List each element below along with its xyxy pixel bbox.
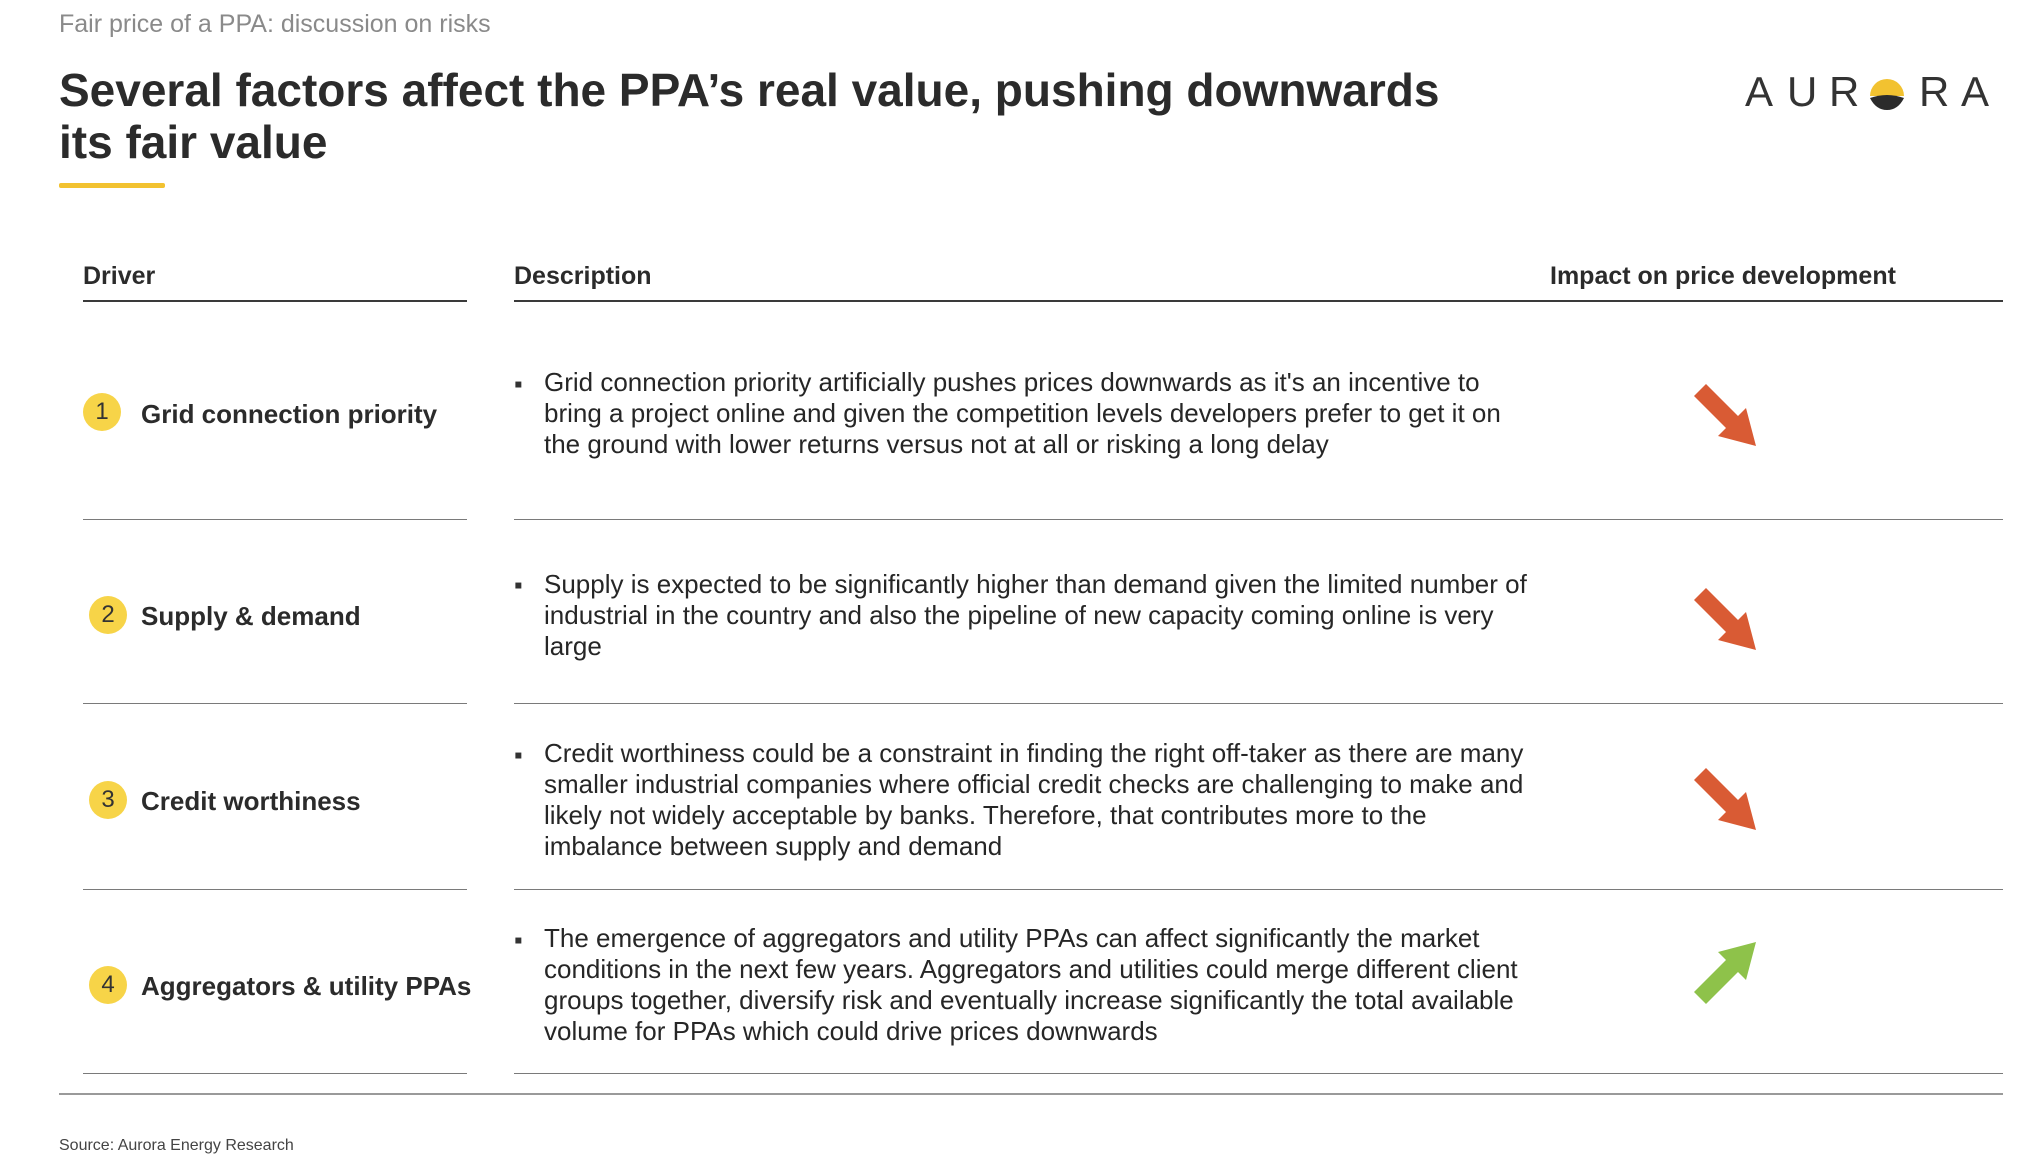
header-rule-driver (83, 300, 467, 302)
bullet-icon: ▪ (514, 927, 523, 954)
arrow-down-right-icon (1690, 764, 1762, 836)
row-number-badge: 3 (89, 781, 127, 819)
logo-letter: R (1829, 68, 1860, 115)
row-number-badge: 2 (89, 596, 127, 634)
driver-label: Aggregators & utility PPAs (141, 971, 472, 1001)
logo-letter: A (1745, 68, 1774, 115)
arrow-down-right-icon (1690, 584, 1762, 656)
header-rule-description (514, 300, 2003, 302)
column-header-driver: Driver (83, 262, 156, 290)
bullet-icon: ▪ (514, 572, 523, 599)
bullet-icon: ▪ (514, 371, 523, 398)
supertitle: Fair price of a PPA: discussion on risks (59, 10, 491, 38)
row-number-badge: 4 (89, 966, 127, 1004)
driver-label: Credit worthiness (141, 786, 361, 816)
arrow-down-right-icon (1690, 380, 1762, 452)
driver-label: Grid connection priority (141, 399, 438, 429)
row-divider (514, 889, 2003, 890)
source-note: Source: Aurora Energy Research (59, 1137, 294, 1154)
title-underline (59, 183, 165, 188)
sun-logo-icon (1868, 76, 1906, 114)
column-header-impact: Impact on price development (1550, 262, 1896, 290)
logo-letter: R (1919, 68, 1950, 115)
driver-description: The emergence of aggregators and utility PPAs can affect significantly the market conditions in the next few years. Aggregators and utilities could merge different client groups together, diversify risk and eventually increase significantly the total available volume for PPAs which could drive prices downwards (544, 923, 1518, 1046)
column-header-description: Description (514, 262, 652, 290)
row-divider (83, 889, 467, 890)
row-divider (83, 519, 467, 520)
page-title: Several factors affect the PPA’s real value, pushing downwards its fair value (59, 64, 1440, 168)
row-divider (514, 703, 2003, 704)
driver-description: Supply is expected to be significantly higher than demand given the limited number of industrial in the country and also the pipeline of new capacity coming online is very large (544, 569, 1527, 661)
row-divider (83, 703, 467, 704)
row-divider (83, 1073, 467, 1074)
logo-letter: U (1787, 68, 1818, 115)
logo-letter: A (1961, 68, 1990, 115)
driver-description: Grid connection priority artificially pushes prices downwards as it's an incentive to bring a project online and given the competition levels developers prefer to get it on the ground with lower returns versus not at all or risking a long delay (544, 367, 1501, 459)
row-number-badge: 1 (83, 393, 121, 431)
row-divider (514, 1073, 2003, 1074)
aurora-logo (1745, 64, 2005, 122)
driver-description: Credit worthiness could be a constraint in finding the right off-taker as there are many smaller industrial companies where official credit checks are challenging to make and likely not widely acceptable by banks. Therefore, that contributes more to the imbalance between supply and demand (544, 738, 1524, 861)
driver-label: Supply & demand (141, 601, 361, 631)
arrow-up-right-icon (1690, 936, 1762, 1008)
footer-rule (59, 1093, 2003, 1095)
row-divider (514, 519, 2003, 520)
bullet-icon: ▪ (514, 742, 523, 769)
